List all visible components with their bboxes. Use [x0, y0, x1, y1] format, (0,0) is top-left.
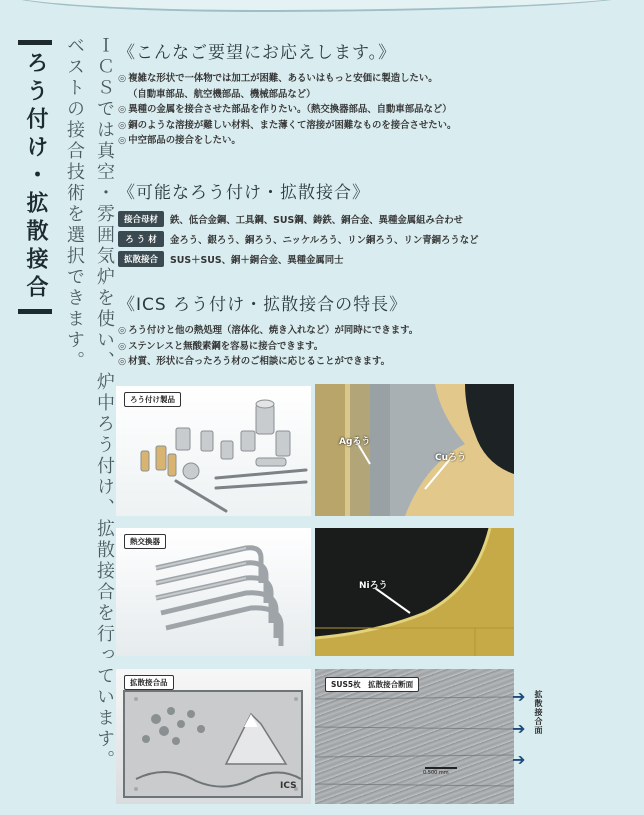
- photo-ag-cu-micrograph: [315, 384, 514, 516]
- lead-text-2: ベストの接合技術を選択できます。: [64, 36, 85, 372]
- list-item: ◎ 複雑な形状で一体物では加工が困難、あるいはもっと安価に製造したい。: [118, 73, 438, 84]
- list-item: ◎ 異種の金属を接合させた部品を作りたい。（熱交換器部品、自動車部品など）: [118, 104, 452, 115]
- tag-base-material: 接合母材: [118, 211, 164, 227]
- section-requests: [118, 38, 633, 149]
- section-features-heading: 《ICS ろう付け・拡散接合の特長》: [118, 295, 408, 315]
- section-capabilities: [118, 178, 633, 271]
- capability-row: [118, 251, 633, 267]
- section-requests-heading: 《こんなご要望にお応えします。》: [118, 43, 397, 63]
- interface-arrow-icon: ➔: [512, 750, 526, 769]
- capability-text: 鉄、低合金鋼、工具鋼、SUS鋼、鋳鉄、銅合金、異種金属組み合わせ: [170, 215, 463, 226]
- list-item: ◎ ステンレスと無酸素鋼を容易に接合できます。: [118, 340, 324, 352]
- requests-list: [118, 71, 633, 149]
- diffusion-interface-note: 拡散接合面: [534, 690, 543, 735]
- photo-ni-micrograph: [315, 528, 514, 656]
- interface-arrow-icon: ➔: [512, 719, 526, 738]
- scale-bar-label: 0.500 mm: [423, 770, 449, 776]
- header-curve: [0, 0, 644, 12]
- photo-sus-cross-section: [315, 669, 514, 804]
- capability-row: [118, 231, 633, 247]
- capability-text: 金ろう、銀ろう、銅ろう、ニッケルろう、リン銅ろう、リン青銅ろうなど: [170, 235, 479, 246]
- list-item: ◎ ろう付けと他の熱処理（溶体化、焼き入れなど）が同時にできます。: [118, 325, 419, 336]
- photo-label: 拡散接合品: [124, 675, 174, 690]
- list-item: ◎ 材質、形状に合ったろう材のご相談に応じることができます。: [118, 356, 390, 367]
- list-item: ◎ 中空部品の接合をしたい。: [118, 135, 241, 146]
- capability-row: [118, 211, 633, 227]
- photo-label: SUS5枚 拡散接合断面: [325, 677, 419, 692]
- micrograph-illustration: [315, 384, 514, 516]
- tag-diffusion: 拡散接合: [118, 251, 164, 267]
- list-item: （自動車部品、航空機部品、機械部品など）: [128, 88, 316, 100]
- ni-micrograph-illustration: [315, 528, 514, 656]
- label-cu-braze: Cuろう: [435, 453, 467, 463]
- photo-label: ろう付け製品: [124, 392, 181, 407]
- label-ni-braze: Niろう: [359, 581, 388, 591]
- list-item: ◎ 銅のような溶接が難しい材料、また薄くて溶接が困難なものを接合させたい。: [118, 119, 457, 131]
- section-capabilities-heading: 《可能なろう付け・拡散接合》: [118, 183, 370, 203]
- page-title: ろう付け・拡散接合: [18, 40, 52, 314]
- ics-mark: ICS: [280, 781, 297, 791]
- photo-brazed-products: [116, 386, 311, 516]
- interface-arrow-icon: ➔: [512, 687, 526, 706]
- photo-heat-exchanger: [116, 528, 311, 656]
- label-ag-braze: Agろう: [339, 437, 371, 447]
- tag-brazing-material: ろ う 材: [118, 231, 164, 247]
- features-list: [118, 323, 633, 370]
- photo-label: 熱交換器: [124, 534, 166, 549]
- section-features: [118, 290, 633, 370]
- capability-text: SUS＋SUS、銅＋銅合金、異種金属同士: [170, 255, 344, 266]
- lead-text-1: ＩＣＳでは真空・雰囲気炉を使い、炉中ろう付け、拡散接合を行っています。: [94, 36, 115, 771]
- photo-diffusion-product: [116, 669, 311, 804]
